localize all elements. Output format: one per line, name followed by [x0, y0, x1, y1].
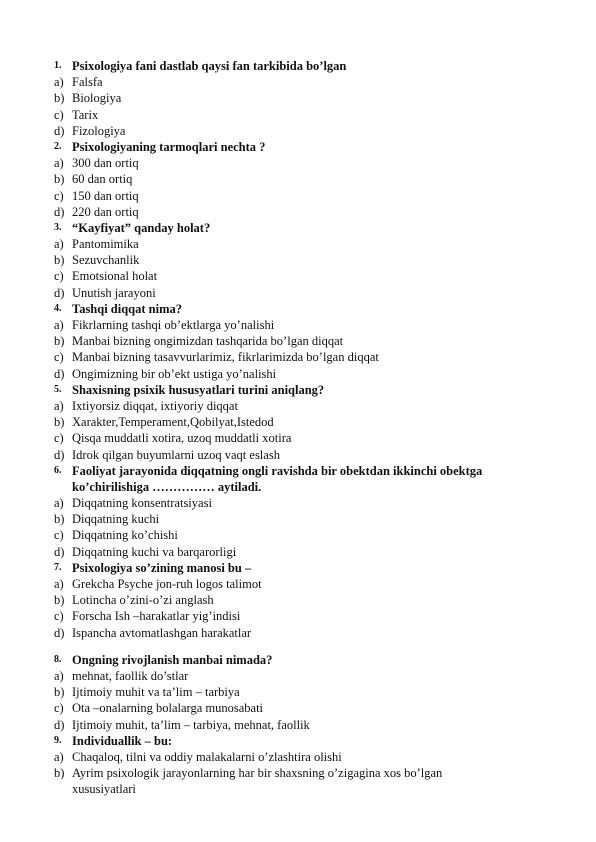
answer-option [0, 430, 596, 446]
option-text: Chaqaloq, tilni va oddiy malakalarni o’zlashtira olishi [72, 749, 342, 764]
question-text: Psixologiya fani dastlab qaysi fan tarkibida bo’lgan [72, 59, 347, 73]
question-number: 1. [54, 60, 62, 71]
answer-option [0, 107, 596, 123]
quiz-page [0, 58, 596, 797]
answer-option [0, 317, 596, 333]
question-text: ko’chirilishiga …………… aytiladi. [72, 479, 262, 494]
option-text: 60 dan ortiq [72, 172, 133, 187]
question-text: Shaxisning psixik hususyatlari turini aniqlang? [72, 382, 325, 397]
option-letter: d) [54, 285, 65, 300]
option-letter: b) [54, 415, 65, 430]
question-number: 2. [54, 140, 62, 152]
option-text: Fizologiya [72, 123, 126, 138]
option-text: Ayrim psixologik jarayonlarning har bir shaxsning o’zigagina xos bo’lgan [72, 766, 443, 781]
option-text: Diqqatning kuchi va barqarorligi [72, 544, 237, 559]
question-number: 8. [54, 653, 62, 665]
option-letter: b) [54, 172, 65, 187]
answer-option [0, 765, 596, 781]
answer-option [0, 700, 596, 716]
option-text: Diqqatning kuchi [72, 512, 160, 527]
option-text: 220 dan ortiq [72, 204, 139, 219]
question-text: Ongning rivojlanish manbai nimada? [72, 652, 273, 667]
option-text: mehnat, faollik do’stlar [72, 668, 189, 683]
option-letter: c) [54, 107, 64, 122]
option-text: Sezuvchanlik [72, 253, 140, 268]
spacer [0, 641, 596, 652]
question-line [0, 560, 596, 576]
option-text: Grekcha Psyche jon-ruh logos talimot [72, 577, 262, 591]
option-text: Ota –onalarning bolalarga munosabati [72, 701, 264, 716]
answer-option [0, 447, 596, 463]
option-text: Ijtimoiy muhit va ta’lim – tarbiya [72, 685, 240, 700]
option-text: 150 dan ortiq [72, 188, 139, 203]
question-number: 7. [54, 561, 62, 573]
option-text: Falsfa [72, 75, 103, 90]
option-text: Forscha Ish –harakatlar yig’indisi [72, 609, 241, 624]
question-block [0, 463, 596, 560]
option-letter: a) [54, 318, 64, 332]
option-letter: c) [54, 188, 64, 203]
option-letter: b) [54, 253, 65, 268]
answer-option [0, 668, 596, 684]
question-block [0, 560, 596, 641]
answer-option [0, 398, 596, 414]
question-text: Tashqi diqqat nima? [72, 301, 183, 316]
option-text: Tarix [72, 107, 99, 122]
question-number: 4. [54, 302, 62, 314]
option-text: Manbai bizning tasavvurlarimiz, fikrlarimizda bo’lgan diqqat [72, 350, 379, 365]
answer-option [0, 90, 596, 106]
option-text: Unutish jarayoni [72, 285, 156, 300]
option-letter: d) [54, 625, 65, 640]
option-letter: d) [54, 366, 65, 381]
answer-option [0, 333, 596, 349]
option-text: Ongimizning bir ob’ekt ustiga yo’nalishi [72, 366, 277, 381]
question-block [0, 220, 596, 301]
option-text: 300 dan ortiq [72, 156, 139, 171]
answer-option [0, 236, 596, 252]
answer-option [0, 268, 596, 284]
question-block [0, 139, 596, 220]
option-letter: c) [54, 350, 64, 365]
question-text: Psixologiyaning tarmoqlari nechta ? [72, 139, 266, 154]
answer-option [0, 495, 596, 511]
answer-option [0, 285, 596, 301]
option-letter: a) [54, 496, 64, 511]
option-text: Ispancha avtomatlashgan harakatlar [72, 625, 252, 640]
answer-option [0, 204, 596, 220]
option-text: Ixtiyorsiz diqqat, ixtiyoriy diqqat [72, 398, 238, 413]
question-number: 9. [54, 734, 62, 746]
option-text: Manbai bizning ongimizdan tashqarida bo’lgan diqqat [72, 334, 344, 349]
option-letter: d) [54, 447, 65, 462]
question-text: Psixologiya so’zining manosi bu – [72, 560, 252, 575]
answer-option [0, 171, 596, 187]
option-text: Qisqa muddatli xotira, uzoq muddatli xotira [72, 431, 292, 446]
answer-option [0, 414, 596, 430]
option-letter: c) [54, 431, 64, 446]
answer-option [0, 592, 596, 608]
option-letter: b) [54, 512, 65, 527]
answer-option [0, 527, 596, 543]
option-text: Emotsional holat [72, 269, 158, 284]
option-letter: c) [54, 701, 64, 716]
question-line [0, 139, 596, 155]
option-letter: d) [54, 544, 65, 559]
answer-option [0, 74, 596, 90]
question-block [0, 733, 596, 798]
option-letter: b) [54, 766, 65, 781]
option-text: Xarakter,Temperament,Qobilyat,Istedod [72, 415, 274, 430]
option-letter: d) [54, 717, 65, 732]
answer-option [0, 349, 596, 365]
question-number: 3. [54, 221, 62, 233]
option-text: Fikrlarning tashqi ob’ektlarga yo’nalishi [72, 318, 275, 332]
option-text: Pantomimika [72, 237, 139, 252]
answer-option [0, 366, 596, 382]
option-letter: b) [54, 593, 65, 608]
answer-option [0, 781, 596, 797]
option-letter: d) [54, 204, 65, 219]
question-text: Individuallik – bu: [72, 733, 173, 748]
option-letter: d) [54, 123, 65, 138]
option-text: xususiyatlari [72, 782, 136, 797]
question-text: Faoliyat jarayonida diqqatning ongli ravishda bir obektdan ikkinchi obektga [72, 463, 483, 478]
option-letter: a) [54, 398, 64, 413]
option-text: Biologiya [72, 91, 122, 106]
option-letter: c) [54, 269, 64, 284]
option-text: Ijtimoiy muhit, ta’lim – tarbiya, mehnat, faollik [72, 717, 310, 732]
question-block [0, 301, 596, 382]
question-line [0, 220, 596, 236]
option-text: Lotincha o’zini-o’zi anglash [72, 593, 214, 608]
answer-option [0, 155, 596, 171]
question-line [0, 58, 596, 74]
answer-option [0, 749, 596, 765]
option-letter: c) [54, 528, 64, 543]
answer-option [0, 684, 596, 700]
option-text: Diqqatning ko’chishi [72, 528, 178, 543]
question-line [0, 301, 596, 317]
question-number: 5. [54, 383, 62, 395]
option-letter: c) [54, 609, 64, 624]
option-letter: a) [54, 668, 64, 683]
option-letter: a) [54, 749, 64, 764]
answer-option [0, 608, 596, 624]
option-letter: b) [54, 91, 65, 106]
question-line [0, 652, 596, 668]
question-line [0, 463, 596, 479]
question-block [0, 652, 596, 733]
option-text: Diqqatning konsentratsiyasi [72, 496, 212, 511]
option-letter: a) [54, 156, 64, 171]
option-letter: a) [54, 577, 64, 591]
answer-option [0, 625, 596, 641]
question-line [0, 382, 596, 398]
answer-option [0, 123, 596, 139]
option-letter: a) [54, 237, 64, 252]
answer-option [0, 717, 596, 733]
answer-option [0, 511, 596, 527]
question-block [0, 382, 596, 463]
option-text: Idrok qilgan buyumlarni uzoq vaqt eslash [72, 447, 280, 462]
question-line [0, 479, 596, 495]
question-block [0, 58, 596, 139]
question-text: “Kayfiyat” qanday holat? [72, 220, 211, 235]
answer-option [0, 252, 596, 268]
option-letter: b) [54, 685, 65, 700]
answer-option [0, 544, 596, 560]
option-letter: a) [54, 75, 64, 90]
answer-option [0, 188, 596, 204]
answer-option [0, 576, 596, 592]
question-number: 6. [54, 464, 62, 476]
option-letter: b) [54, 334, 65, 349]
question-line [0, 733, 596, 749]
